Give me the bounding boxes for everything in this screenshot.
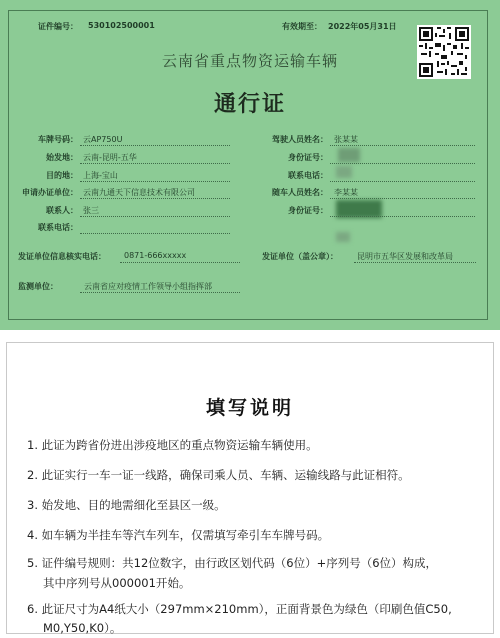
- instruction-item-continued: 其中序列号从000001开始。: [43, 576, 191, 590]
- issuer-label: 发证单位（盖公章）：: [262, 252, 338, 261]
- driver-label: 驾驶人员姓名：: [272, 135, 328, 144]
- applicant-line: [80, 198, 230, 199]
- driver-id-redaction: [338, 148, 360, 162]
- instruction-item: 2. 此证实行一车一证一线路，确保司乘人员、车辆、运输线路与此证相符。: [27, 468, 410, 482]
- contact-value: 张三: [83, 206, 99, 215]
- cert-no-value: 530102500001: [88, 21, 155, 30]
- validity-label: 有效期至：: [282, 22, 322, 31]
- applicant-value: 云南九通天下信息技术有限公司: [83, 188, 195, 197]
- instruction-item: 6. 此证尺寸为A4纸大小（297mm×210mm），正面背景色为绿色（印刷色值C50,: [27, 602, 452, 616]
- escort-label: 随车人员姓名：: [272, 188, 328, 197]
- contact-line: [80, 216, 230, 217]
- escort-line: [330, 198, 475, 199]
- destination-line: [80, 181, 230, 182]
- contact-phone-label: 联系电话：: [38, 223, 78, 232]
- instruction-item: 1. 此证为跨省份进出涉疫地区的重点物资运输车辆使用。: [27, 438, 318, 452]
- instructions-title: 填写说明: [205, 397, 294, 419]
- cert-no-label: 证件编号：: [38, 22, 78, 31]
- destination-value: 上海-宝山: [83, 171, 118, 180]
- supervisor-label: 监测单位：: [18, 282, 58, 291]
- contact-label: 联系人：: [46, 206, 78, 215]
- origin-label: 始发地：: [46, 153, 78, 162]
- verify-phone-value: 0871-666xxxxx: [124, 251, 187, 260]
- issuer-value: 昆明市五华区发展和改革局: [357, 252, 453, 261]
- plate-line: [80, 145, 230, 146]
- plate-value: 云AP750U: [83, 135, 123, 144]
- driver-phone-label: 联系电话：: [288, 171, 328, 180]
- driver-id-line: [330, 163, 475, 164]
- issuer-line: [354, 262, 476, 263]
- verify-phone-line: [120, 262, 240, 263]
- contact-phone-line: [80, 233, 230, 234]
- driver-line: [330, 145, 475, 146]
- escort-id-line: [330, 216, 475, 217]
- driver-phone-line: [330, 181, 475, 182]
- instructions-panel: [6, 342, 494, 634]
- origin-line: [80, 163, 230, 164]
- verify-phone-label: 发证单位信息核实电话：: [18, 252, 106, 261]
- instruction-item-continued: M0,Y50,K0）。: [43, 621, 122, 635]
- driver-phone-redaction: [336, 166, 352, 178]
- instruction-item: 3. 始发地、目的地需细化至县区一级。: [27, 498, 226, 512]
- origin-value: 云南-昆明-五华: [83, 153, 137, 162]
- supervisor-value: 云南省应对疫情工作领导小组指挥部: [84, 282, 212, 291]
- driver-value: 张某某: [334, 135, 358, 144]
- driver-id-label: 身份证号：: [288, 153, 328, 162]
- plate-label: 车牌号码：: [38, 135, 78, 144]
- escort-id-label: 身份证号：: [288, 206, 328, 215]
- certificate-title: 云南省重点物资运输车辆: [161, 52, 338, 70]
- applicant-label: 申请办证单位：: [22, 188, 78, 197]
- certificate-subtitle: 通行证: [213, 91, 286, 117]
- destination-label: 目的地：: [46, 171, 78, 180]
- escort-value: 李某某: [334, 188, 358, 197]
- escort-phone-redaction: [336, 232, 350, 242]
- instruction-item: 4. 如车辆为半挂车等汽车列车，仅需填写牵引车车牌号码。: [27, 528, 330, 542]
- instruction-item: 5. 证件编号规则：共12位数字，由行政区划代码（6位）+序列号（6位）构成，: [27, 556, 438, 570]
- supervisor-line: [80, 292, 240, 293]
- validity-value: 2022年05月31日: [328, 22, 397, 31]
